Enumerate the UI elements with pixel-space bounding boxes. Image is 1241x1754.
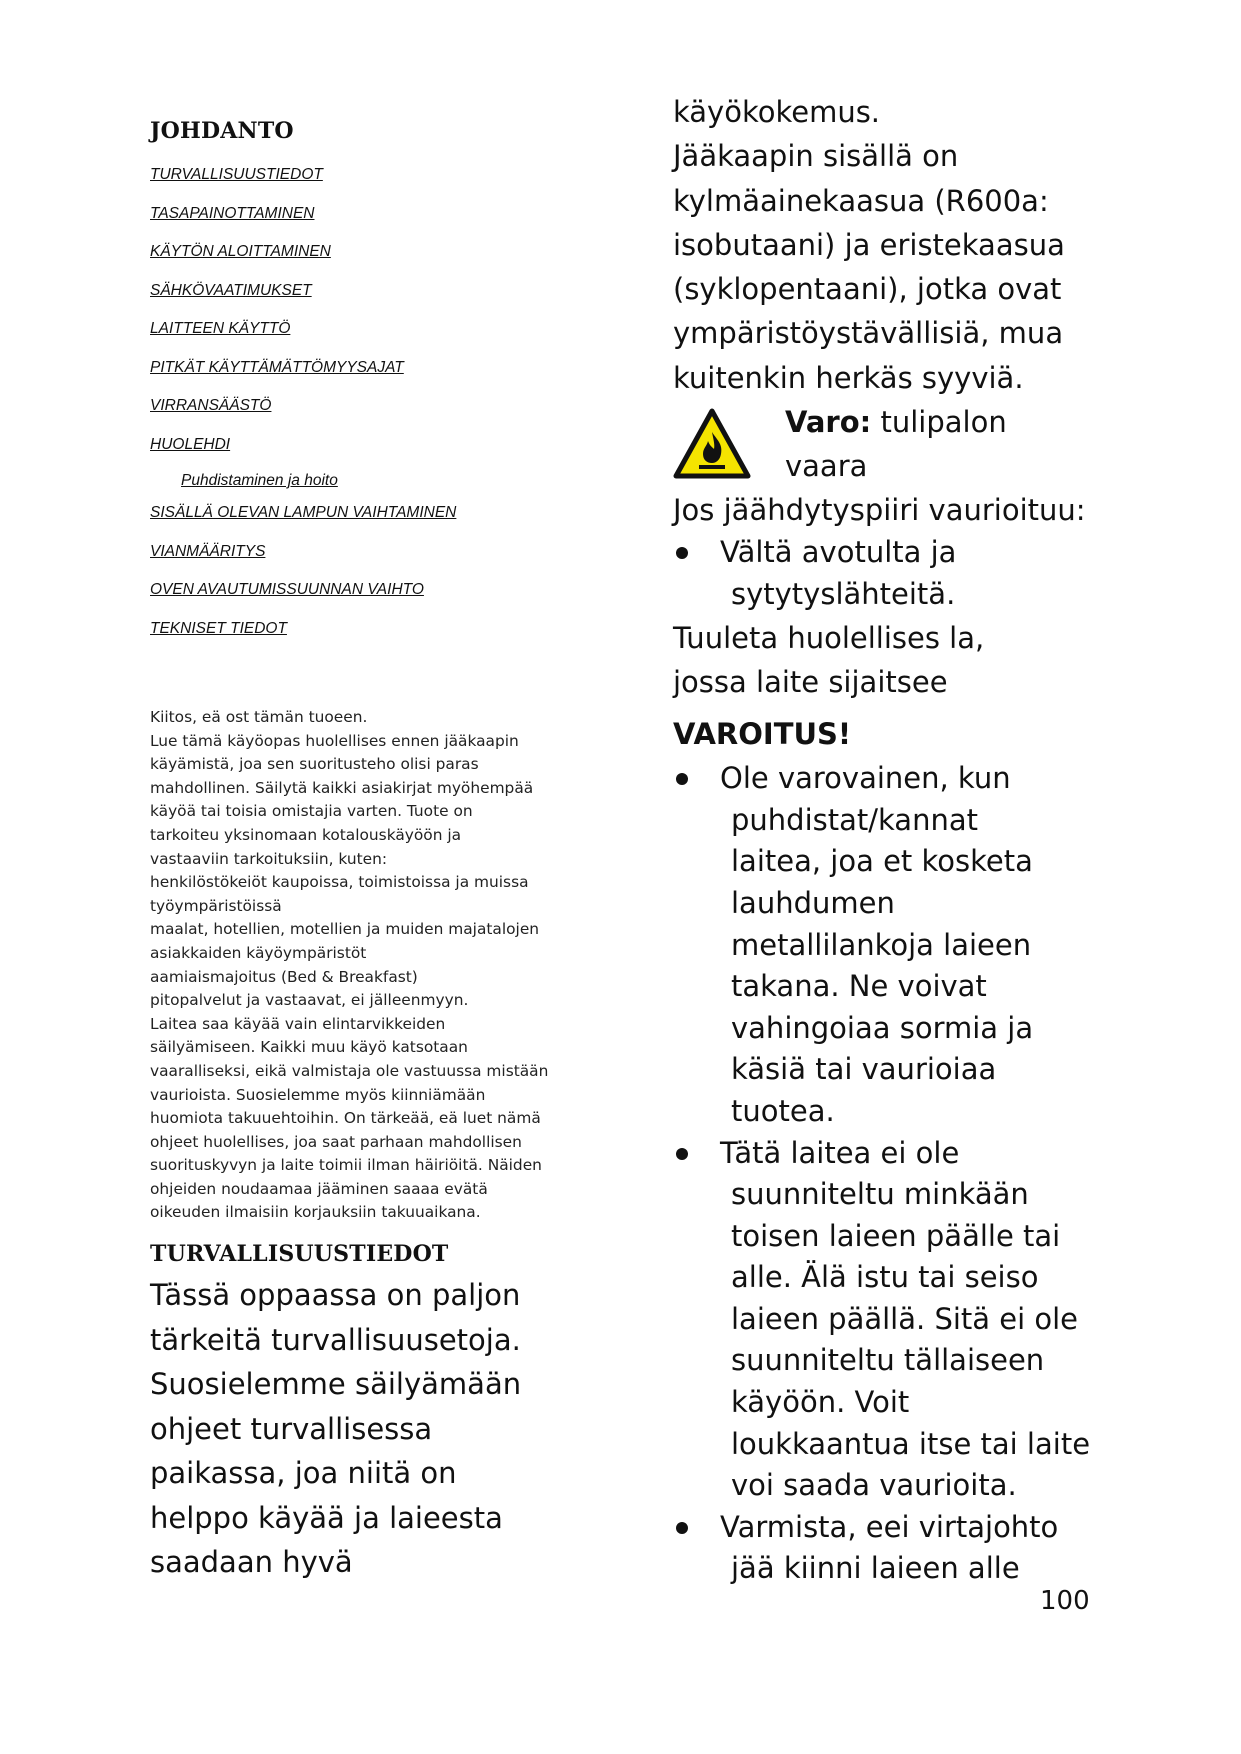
toc-item-turvallisuustiedot[interactable]: TURVALLISUUSTIEDOT: [150, 166, 323, 183]
bullet-line: käyöön. Voit: [731, 1385, 910, 1420]
safety-line: Suosielemme säilyämään: [150, 1367, 522, 1402]
gas-line: Jääkaapin sisällä on: [673, 139, 959, 174]
intro-line: mahdollinen. Säilytä kaikki asiakirjat myöhempää: [150, 778, 534, 797]
bullet-line: Tätä laitea ei ole: [720, 1135, 960, 1170]
bullet-line: laitea, joa et kosketa: [731, 844, 1033, 879]
bullet-line: takana. Ne voivat: [731, 969, 987, 1004]
list-item: [673, 1133, 1143, 1507]
gas-line: käyökokemus.: [673, 95, 881, 129]
table-of-contents: [150, 156, 570, 648]
toc-item-pitkat-kayttamattomyysajat[interactable]: PITKÄT KÄYTTÄMÄTTÖMYYSAJAT: [150, 358, 404, 376]
bullet-line: Varmista, eei virtajohto: [720, 1509, 1059, 1544]
warn-label: Varo:: [785, 405, 872, 440]
bullet-line: käsiä tai vaurioiaa: [731, 1052, 997, 1087]
intro-line: käyämistä, joa sen suoritusteho olisi paras: [150, 755, 479, 774]
intro-line: aamiaismajoitus (Bed & Breakfast): [150, 967, 418, 986]
intro-line: vastaaviin tarkoituksiin, kuten:: [150, 849, 388, 868]
intro-paragraph: [150, 706, 570, 1225]
fire-warning-text: [785, 400, 1007, 489]
intro-line: käyöä tai toisia omistajia varten. Tuote on: [150, 802, 473, 821]
intro-line: Lue tämä käyöopas huolellises ennen jääkaapin: [150, 731, 519, 750]
intro-line: Kiitos, eä ost tämän tuoeen.: [150, 708, 368, 726]
gas-info-text: [673, 90, 1143, 400]
bullet-line: Ole varovainen, kun: [720, 761, 1011, 796]
intro-line: vaurioista. Suosielemme myös kiinniämään: [150, 1085, 486, 1104]
warning-heading: VAROITUS!: [673, 717, 852, 752]
safety-line: paikassa, joa niitä on: [150, 1456, 457, 1491]
intro-line: työympäristöissä: [150, 896, 282, 915]
bullet-line: suunniteltu minkään: [731, 1177, 1029, 1212]
bullet-line: sytytyslähteitä.: [731, 576, 956, 611]
left-column: [150, 118, 570, 1585]
bullet-line: tuotea.: [731, 1093, 835, 1128]
bullet-line: jää kiinni laieen alle: [731, 1551, 1020, 1586]
safety-heading: TURVALLISUUSTIEDOT: [150, 1241, 449, 1268]
page-number: 100: [1040, 1586, 1090, 1616]
intro-line: vaaralliseksi, eikä valmistaja ole vastuussa mistään: [150, 1061, 549, 1080]
list-item: [673, 532, 1143, 615]
list-item: [673, 758, 1143, 1132]
bullet-line: puhdistat/kannat: [731, 802, 978, 837]
safety-intro-text: [150, 1273, 570, 1585]
bullet-line: metallilankoja laieen: [731, 927, 1032, 962]
safety-line: helppo käyää ja laieesta: [150, 1500, 503, 1535]
toc-item-oven-vaihto[interactable]: OVEN AVAUTUMISSUUNNAN VAIHTO: [150, 581, 424, 598]
bullet-line: alle. Älä istu tai seiso: [731, 1260, 1039, 1295]
gas-line: isobutaani) ja eristekaasua: [673, 227, 1065, 262]
toc-item-lampun-vaihtaminen[interactable]: SISÄLLÄ OLEVAN LAMPUN VAIHTAMINEN: [150, 504, 457, 521]
toc-item-virransaasto[interactable]: VIRRANSÄÄSTÖ: [150, 397, 272, 414]
bullet-line: voi saada vaurioita.: [731, 1468, 1017, 1503]
bullet-line: toisen laieen päälle tai: [731, 1218, 1061, 1253]
ventilate-line: jossa laite sijaitsee: [673, 664, 948, 699]
gas-line: ympäristöystävällisiä, mua: [673, 316, 1064, 351]
toc-item-vianmaaritys[interactable]: VIANMÄÄRITYS: [150, 542, 266, 560]
toc-item-tekniset-tiedot[interactable]: TEKNISET TIEDOT: [150, 619, 287, 637]
toc-item-sahkovaatimukset[interactable]: SÄHKÖVAATIMUKSET: [150, 281, 312, 299]
warn-line-1: [785, 400, 1007, 444]
warn-line-2: vaara: [785, 449, 868, 484]
intro-line: pitopalvelut ja vastaavat, ei jälleenmyyn.: [150, 991, 469, 1010]
fire-warning: [673, 400, 1143, 488]
intro-line: asiakkaiden käyöympäristöt: [150, 943, 367, 962]
safety-line: tärkeitä turvallisuusetoja.: [150, 1322, 521, 1357]
intro-heading: JOHDANTO: [150, 118, 294, 144]
bullet-line: lauhdumen: [731, 885, 895, 920]
bullet-list-warnings: [673, 758, 1143, 1590]
intro-line: oikeuden ilmaisiin korjauksiin takuuaikana.: [150, 1203, 481, 1222]
bullet-line: vahingoiaa sormia ja: [731, 1010, 1034, 1045]
toc-item-huolehdi[interactable]: HUOLEHDI: [150, 435, 231, 453]
safety-line: ohjeet turvallisessa: [150, 1411, 433, 1446]
gas-line: kuitenkin herkäs syyviä.: [673, 360, 1024, 395]
bullet-line: laieen päällä. Sitä ei ole: [731, 1301, 1079, 1336]
bullet-line: Vältä avotulta ja: [720, 535, 957, 570]
bullet-line: suunniteltu tällaiseen: [731, 1343, 1045, 1378]
toc-item-laitteen-kaytto[interactable]: LAITTEEN KÄYTTÖ: [150, 320, 291, 337]
toc-item-kayton-aloittaminen[interactable]: KÄYTÖN ALOITTAMINEN: [150, 243, 331, 260]
toc-item-puhdistaminen[interactable]: Puhdistaminen ja hoito: [181, 472, 338, 489]
flammable-warning-icon: [673, 408, 751, 480]
intro-line: säilyämiseen. Kaikki muu käyö katsotaan: [150, 1038, 468, 1057]
right-column: [673, 90, 1143, 1590]
toc-item-tasapainottaminen[interactable]: TASAPAINOTTAMINEN: [150, 204, 315, 222]
bullet-line: loukkaantua itse tai laite: [731, 1426, 1091, 1461]
ventilate-line: Tuuleta huolellises la,: [673, 620, 985, 655]
intro-line: ohjeet huolellises, joa saat parhaan mahdollisen: [150, 1132, 522, 1151]
gas-line: (syklopentaani), jotka ovat: [673, 272, 1062, 307]
safety-line: saadaan hyvä: [150, 1545, 353, 1580]
intro-line: suorituskyvyn ja laite toimii ilman häiriöitä. Näiden: [150, 1156, 542, 1175]
list-item: [673, 1507, 1143, 1590]
intro-line: tarkoiteu yksinomaan kotalouskäyöön ja: [150, 825, 462, 844]
intro-line: huomiota takuuehtoihin. On tärkeää, eä luet nämä: [150, 1109, 541, 1128]
warn-rest: tulipalon: [880, 405, 1007, 440]
intro-line: henkilöstökeiöt kaupoissa, toimistoissa ja muissa: [150, 873, 529, 892]
ventilate-text: [673, 616, 1143, 705]
bullet-list-fire: [673, 532, 1143, 615]
intro-line: ohjeiden noudaamaa jääminen saaaa evätä: [150, 1179, 488, 1198]
intro-line: Laitea saa käyää vain elintarvikkeiden: [150, 1014, 446, 1033]
circuit-text: Jos jäähdytyspiiri vaurioituu:: [673, 493, 1086, 528]
intro-line: maalat, hotellien, motellien ja muiden majatalojen: [150, 920, 540, 939]
gas-line: kylmäainekaasua (R600a:: [673, 183, 1049, 218]
safety-line: Tässä oppaassa on paljon: [150, 1278, 521, 1313]
